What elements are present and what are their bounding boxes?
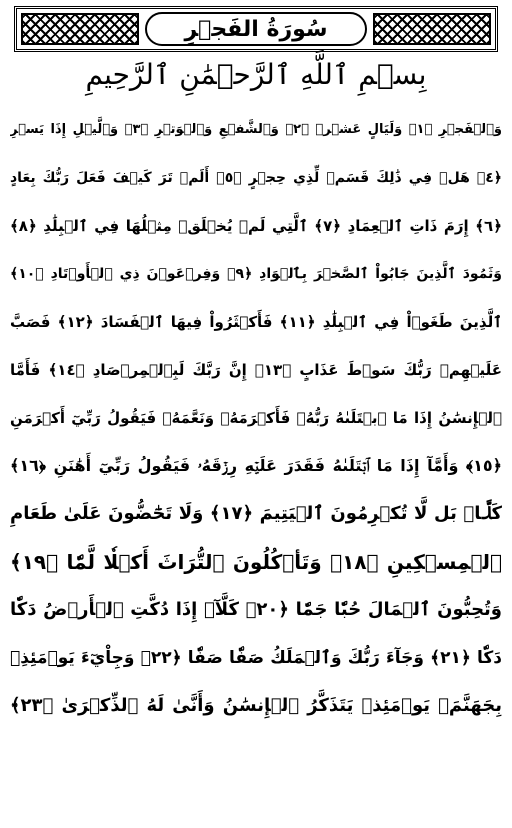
verse-line: وَثَمُودَ ٱلَّذِينَ جَابُواْ ٱلصَّخۡرَ بِٱلۡوَادِ ﴿٩﴾ وَفِرۡعَوۡنَ ذِي ٱلۡأَوۡتَادِ ﴿١٠﴾ bbox=[10, 266, 502, 282]
verse-line: كَلَّاۖ بَل لَّا تُكۡرِمُونَ ٱلۡيَتِيمَ ﴿١٧﴾ وَلَا تَحَٰٓضُّونَ عَلَىٰ طَعَامِ bbox=[10, 503, 502, 524]
header-ornament-left bbox=[21, 13, 139, 45]
verse-lines bbox=[10, 106, 502, 730]
verse-line: وَٱلۡفَجۡرِ ﴿١﴾ وَلَيَالٍ عَشۡرٖ ﴿٢﴾ وَٱلشَّفۡعِ وَٱلۡوَتۡرِ ﴿٣﴾ وَٱلَّيۡلِ إِذَا يَسۡرِ bbox=[10, 122, 502, 137]
header-ornament-right bbox=[373, 13, 491, 45]
verse-line: بِجَهَنَّمَۚ يَوۡمَئِذٖ يَتَذَكَّرُ ٱلۡإِنسَٰنُ وَأَنَّىٰ لَهُ ٱلذِّكۡرَىٰ ﴿٢٣﴾ bbox=[10, 695, 502, 716]
verse-line: دَكّٗا ﴿٢١﴾ وَجَآءَ رَبُّكَ وَٱلۡمَلَكُ صَفّٗا صَفّٗا ﴿٢٢﴾ وَجِاْيٓءَ يَوۡمَئِذِۭ bbox=[10, 648, 502, 668]
verse-line: ٱلۡمِسۡكِينِ ﴿١٨﴾ وَتَأۡكُلُونَ ٱلتُّرَاثَ أَكۡلٗا لَّمّٗا ﴿١٩﴾ bbox=[10, 550, 502, 574]
verse-line: ﴿١٥﴾ وَأَمَّآ إِذَا مَا ٱبۡتَلَىٰهُ فَقَدَرَ عَلَيۡهِ رِزۡقَهُۥ فَيَقُولُ رَبِّيٓ أَهَٰنَنِ ﴿١٦﴾ bbox=[10, 456, 502, 475]
basmala: بِسۡمِ ٱللَّهِ ٱلرَّحۡمَٰنِ ٱلرَّحِيمِ bbox=[85, 58, 427, 91]
verse-line: ٱلۡإِنسَٰنُ إِذَا مَا ٱبۡتَلَىٰهُ رَبُّهُۥ فَأَكۡرَمَهُۥ وَنَعَّمَهُۥ فَيَقُولُ رَبِّيٓ أَكۡرَمَنِ bbox=[10, 409, 502, 427]
verse-line: ﴿٦﴾ إِرَمَ ذَاتِ ٱلۡعِمَادِ ﴿٧﴾ ٱلَّتِي لَمۡ يُخۡلَقۡ مِثۡلُهَا فِي ٱلۡبِلَٰدِ ﴿٨﴾ bbox=[10, 217, 502, 235]
surah-title-frame bbox=[145, 12, 367, 46]
verse-line: ٱلَّذِينَ طَغَوۡاْ فِي ٱلۡبِلَٰدِ ﴿١١﴾ فَأَكۡثَرُواْ فِيهَا ٱلۡفَسَادَ ﴿١٢﴾ فَصَبَّ bbox=[10, 313, 502, 331]
verse-line: ﴿٤﴾ هَلۡ فِي ذَٰلِكَ قَسَمٞ لِّذِي حِجۡرٍ ﴿٥﴾ أَلَمۡ تَرَ كَيۡفَ فَعَلَ رَبُّكَ بِعَادٍ bbox=[10, 170, 502, 186]
verse-line: وَتُحِبُّونَ ٱلۡمَالَ حُبّٗا جَمّٗا ﴿٢٠﴾ كَلَّآۖ إِذَا دُكَّتِ ٱلۡأَرۡضُ دَكّٗا bbox=[10, 599, 502, 620]
verse-line: عَلَيۡهِمۡ رَبُّكَ سَوۡطَ عَذَابٍ ﴿١٣﴾ إِنَّ رَبَّكَ لَبِٱلۡمِرۡصَادِ ﴿١٤﴾ فَأَمَّا bbox=[10, 361, 502, 379]
surah-header bbox=[14, 6, 498, 52]
surah-title: سُورَةُ الفَجۡرِ bbox=[184, 16, 328, 42]
